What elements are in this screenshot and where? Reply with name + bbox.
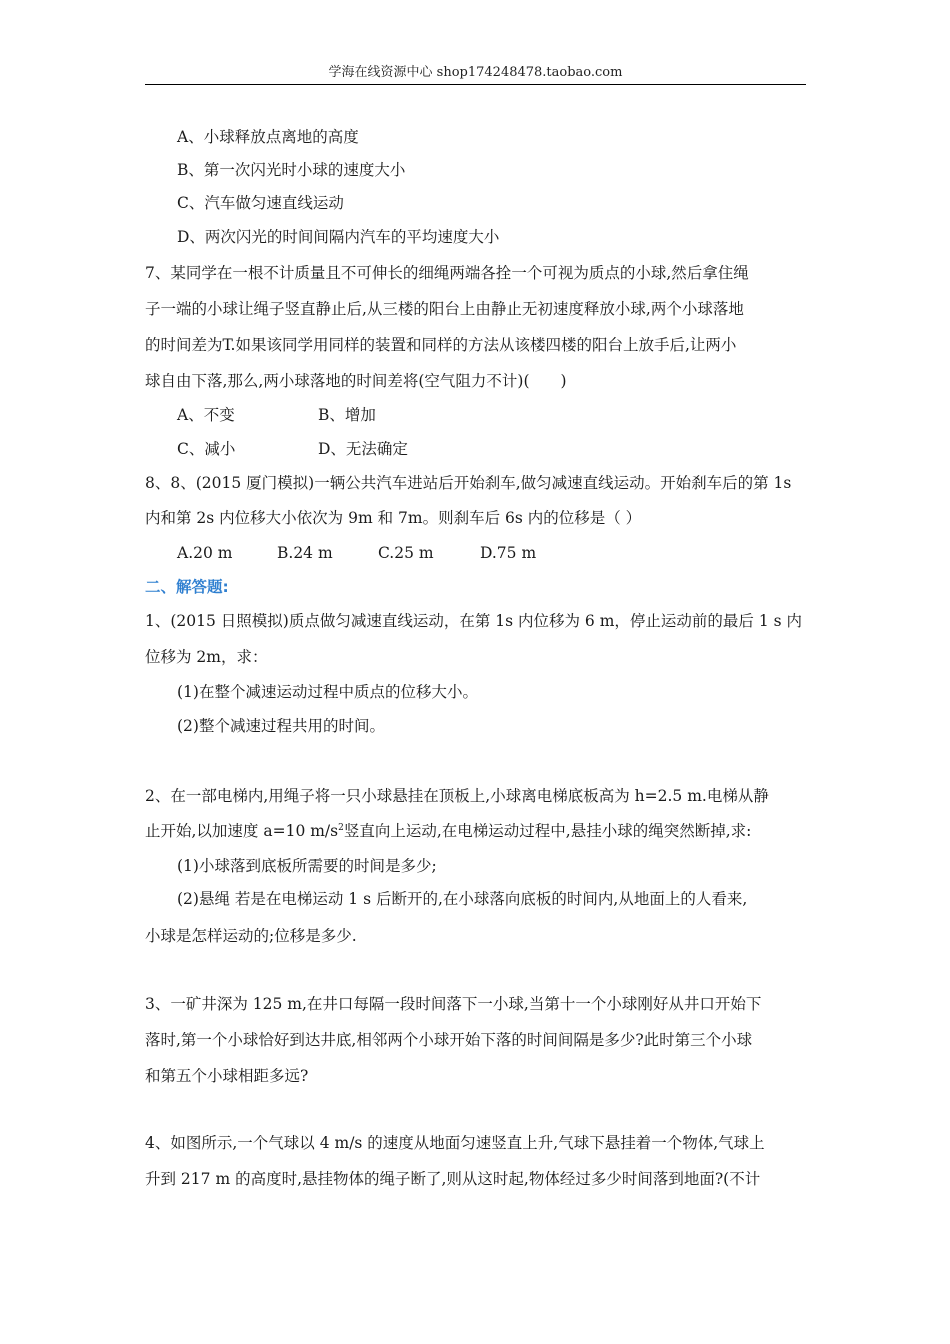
p4-text-line: 升到 217 m 的高度时,悬挂物体的绳子断了,则从这时起,物体经过多少时间落到地面?(不计: [145, 1170, 761, 1188]
header-divider: [145, 84, 806, 85]
p4-text-line: 4、如图所示,一个气球以 4 m/s 的速度从地面匀速竖直上升,气球下悬挂着一个物体,气球上: [145, 1134, 765, 1152]
p2-line2-start: 止开始,以加速度 a=10 m/s: [145, 822, 339, 840]
q7-option-c: C、减小: [177, 440, 236, 458]
p3-text-line: 和第五个小球相距多远?: [145, 1067, 309, 1085]
p3-text-line: 3、一矿井深为 125 m,在井口每隔一段时间落下一小球,当第十一个小球刚好从井口开始下: [145, 995, 762, 1013]
q8-option-d: D.75 m: [480, 544, 537, 562]
q6-option-c: C、汽车做匀速直线运动: [177, 194, 344, 212]
q8-text-line: 内和第 2s 内位移大小依次为 9m 和 7m。则刹车后 6s 内的位移是（ ）: [145, 509, 642, 527]
p1-subquestion-2: (2)整个减速过程共用的时间。: [177, 717, 385, 735]
p2-text-line: 小球是怎样运动的;位移是多少.: [145, 927, 357, 945]
q7-option-b: B、增加: [318, 406, 376, 424]
p2-line2-end: 竖直向上运动,在电梯运动过程中,悬挂小球的绳突然断掉,求:: [343, 822, 752, 840]
q8-option-b: B.24 m: [277, 544, 333, 562]
p2-subquestion-2: (2)悬绳 若是在电梯运动 1 s 后断开的,在小球落向底板的时间内,从地面上的人看来,: [177, 890, 748, 908]
page-header: 学海在线资源中心 shop174248478.taobao.com: [328, 65, 623, 80]
q7-text-line: 子一端的小球让绳子竖直静止后,从三楼的阳台上由静止无初速度释放小球,两个小球落地: [145, 300, 744, 318]
p1-text-line: 1、(2015 日照模拟)质点做匀减速直线运动，在第 1s 内位移为 6 m，停止运动前的最后 1 s 内: [145, 612, 803, 630]
p2-exponent: 2: [338, 822, 344, 833]
q7-text-line: 7、某同学在一根不计质量且不可伸长的细绳两端各拴一个可视为质点的小球,然后拿住绳: [145, 264, 749, 282]
p3-text-line: 落时,第一个小球恰好到达井底,相邻两个小球开始下落的时间间隔是多少?此时第三个小球: [145, 1031, 753, 1049]
section-heading: 二、解答题:: [145, 578, 229, 596]
q6-option-d: D、两次闪光的时间间隔内汽车的平均速度大小: [177, 228, 500, 246]
q7-option-d: D、无法确定: [318, 440, 408, 458]
q8-option-c: C.25 m: [378, 544, 434, 562]
q8-option-a: A.20 m: [177, 544, 233, 562]
p2-subquestion-1: (1)小球落到底板所需要的时间是多少;: [177, 857, 437, 875]
q8-text-line: 8、8、(2015 厦门模拟)一辆公共汽车进站后开始刹车,做匀减速直线运动。开始刹车后的第 1s: [145, 474, 792, 492]
q7-option-a: A、不变: [177, 406, 235, 424]
q7-text-line: 的时间差为T.如果该同学用同样的装置和同样的方法从该楼四楼的阳台上放手后,让两小: [145, 336, 737, 354]
p1-text-line: 位移为 2m，求：: [145, 648, 268, 666]
p2-text-line: [145, 820, 751, 842]
q6-option-a: A、小球释放点离地的高度: [177, 128, 359, 146]
q7-text-line: 球自由下落,那么,两小球落地的时间差将(空气阻力不计)( ): [145, 372, 567, 390]
q6-option-b: B、第一次闪光时小球的速度大小: [177, 161, 406, 179]
p1-subquestion-1: (1)在整个减速运动过程中质点的位移大小。: [177, 683, 478, 701]
p2-text-line: 2、在一部电梯内,用绳子将一只小球悬挂在顶板上,小球离电梯底板高为 h=2.5 m.电梯从静: [145, 787, 769, 805]
